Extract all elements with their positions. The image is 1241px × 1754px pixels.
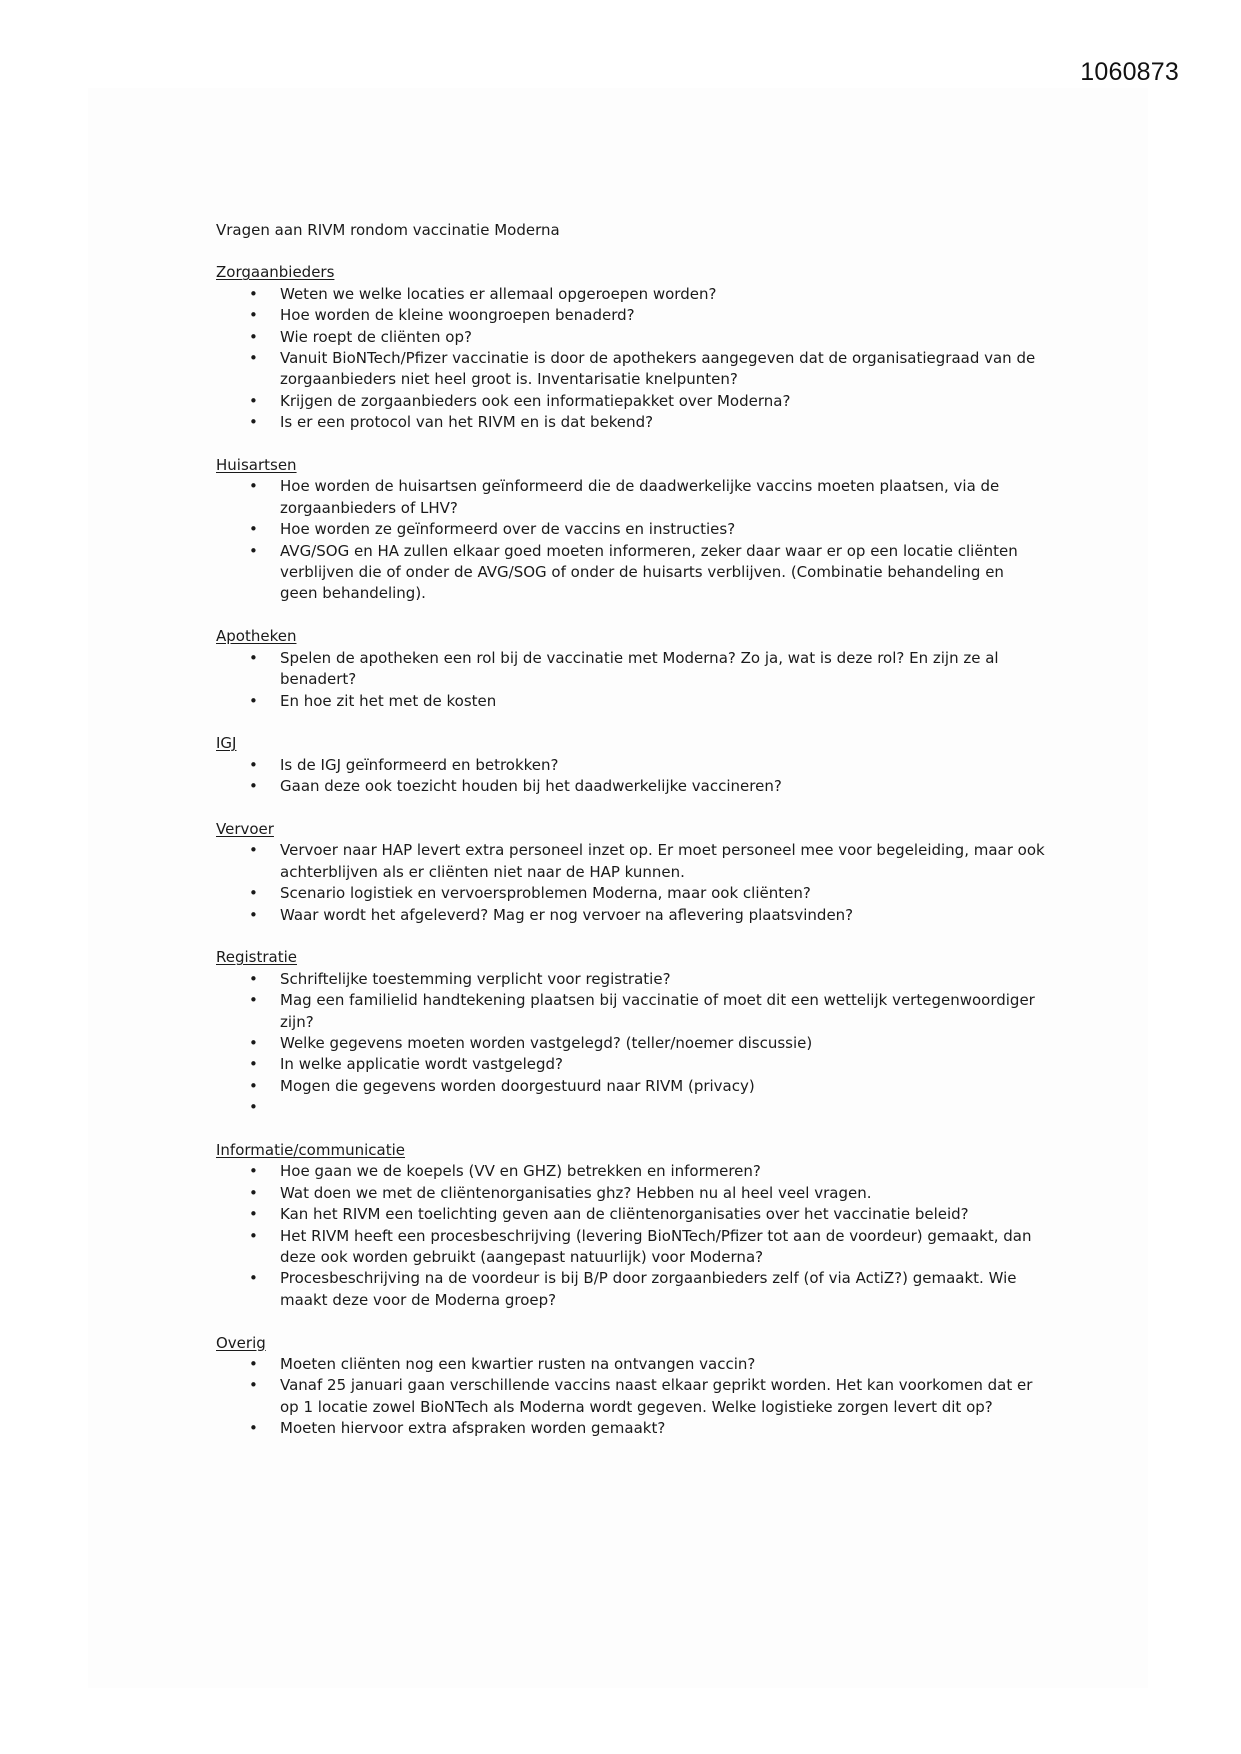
list-item-text: Is de IGJ geïnformeerd en betrokken? [280, 755, 559, 774]
list-item-text: AVG/SOG en HA zullen elkaar goed moeten informeren, zeker daar waar er op een locatie cliënten verblijven die of onder de AVG/SOG of onder de huisarts verblijven. (Combinatie behandeling en geen behandeling). [280, 541, 1018, 603]
list-item-text: Krijgen de zorgaanbieders ook een informatiepakket over Moderna? [280, 391, 791, 410]
bullet-icon: • [249, 1205, 258, 1224]
list-item-text: Mogen die gegevens worden doorgestuurd naar RIVM (privacy) [280, 1076, 755, 1095]
list-item [216, 305, 1046, 326]
document-number: 1060873 [1080, 58, 1179, 86]
list-item [216, 1354, 1046, 1375]
list-item [216, 691, 1046, 712]
list-item-text: Het RIVM heeft een procesbeschrijving (levering BioNTech/Pfizer tot aan de voordeur) gemaakt, dan deze ook worden gebruikt (aangepast natuurlijk) voor Moderna? [280, 1226, 1032, 1266]
bullet-icon: • [249, 1269, 258, 1288]
list-item [216, 990, 1046, 1033]
bullet-list [216, 648, 1046, 712]
section-huisartsen [216, 455, 1046, 605]
list-item-text: Hoe worden de kleine woongroepen benaderd? [280, 306, 635, 325]
list-item [216, 883, 1046, 904]
list-item-text: Spelen de apotheken een rol bij de vaccinatie met Moderna? Zo ja, wat is deze rol? En zijn ze al benadert? [280, 648, 999, 689]
list-item [216, 476, 1046, 519]
list-item [216, 1033, 1046, 1054]
bullet-icon: • [249, 349, 258, 368]
list-item-text: Hoe worden de huisartsen geïnformeerd die de daadwerkelijke vaccins moeten plaatsen, via de zorgaanbieders of LHV? [280, 477, 1000, 517]
bullet-icon: • [249, 905, 258, 924]
list-item [216, 348, 1046, 391]
list-item-text: Hoe gaan we de koepels (VV en GHZ) betrekken en informeren? [280, 1162, 761, 1181]
list-item [216, 391, 1046, 412]
bullet-icon: • [249, 391, 258, 410]
list-item [216, 905, 1046, 926]
list-item [216, 1097, 1046, 1118]
list-item [216, 755, 1046, 776]
bullet-icon: • [249, 691, 258, 710]
list-item-text: Moeten hiervoor extra afspraken worden gemaakt? [280, 1419, 666, 1438]
section-registratie [216, 947, 1046, 1118]
bullet-list [216, 755, 1046, 798]
list-item [216, 1076, 1046, 1097]
list-item [216, 969, 1046, 990]
list-item-text: Vanaf 25 januari gaan verschillende vaccins naast elkaar geprikt worden. Het kan voorkomen dat er op 1 locatie zowel BioNTech als Moderna wordt gegeven. Welke logistieke zorgen levert dit op? [280, 1376, 1033, 1416]
list-item-text: Weten we welke locaties er allemaal opgeroepen worden? [280, 284, 717, 303]
bullet-list [216, 840, 1046, 926]
list-item [216, 840, 1046, 883]
list-item-text: Wat doen we met de cliëntenorganisaties ghz? Hebben nu al heel veel vragen. [280, 1183, 872, 1202]
bullet-icon: • [249, 1055, 258, 1074]
section-informatie-communicatie [216, 1140, 1046, 1311]
list-item [216, 1054, 1046, 1075]
bullet-icon: • [249, 1076, 258, 1095]
list-item-text: Kan het RIVM een toelichting geven aan de cliëntenorganisaties over het vaccinatie beleid? [280, 1205, 969, 1224]
bullet-icon: • [249, 1355, 258, 1374]
list-item [216, 541, 1046, 605]
list-item-text: In welke applicatie wordt vastgelegd? [280, 1055, 564, 1074]
bullet-icon: • [249, 477, 258, 496]
bullet-icon: • [249, 648, 258, 667]
section-heading: IGJ [216, 734, 237, 753]
list-item [216, 1418, 1046, 1439]
list-item-text: Scenario logistiek en vervoersproblemen Moderna, maar ook cliënten? [280, 884, 811, 903]
list-item [216, 1375, 1046, 1418]
list-item [216, 776, 1046, 797]
bullet-icon: • [249, 327, 258, 346]
bullet-icon: • [249, 1098, 258, 1117]
bullet-icon: • [249, 1162, 258, 1181]
list-item [216, 1161, 1046, 1182]
bullet-icon: • [249, 841, 258, 860]
bullet-icon: • [249, 1183, 258, 1202]
list-item-text: Hoe worden ze geïnformeerd over de vaccins en instructies? [280, 520, 736, 539]
bullet-icon: • [249, 541, 258, 560]
bullet-icon: • [249, 1226, 258, 1245]
bullet-icon: • [249, 777, 258, 796]
bullet-list [216, 969, 1046, 1119]
list-item-text: Vervoer naar HAP levert extra personeel inzet op. Er moet personeel mee voor begeleiding, maar ook achterblijven als er cliënten niet naar de HAP kunnen. [280, 841, 1045, 881]
list-item [216, 284, 1046, 305]
bullet-icon: • [249, 1419, 258, 1438]
bullet-icon: • [249, 284, 258, 303]
sections-container [216, 262, 1046, 1439]
section-heading: Huisartsen [216, 456, 297, 475]
bullet-icon: • [249, 884, 258, 903]
bullet-list [216, 1354, 1046, 1440]
section-heading: Zorgaanbieders [216, 263, 335, 282]
section-zorgaanbieders [216, 262, 1046, 433]
bullet-icon: • [249, 306, 258, 325]
list-item-text: Vanuit BioNTech/Pfizer vaccinatie is door de apothekers aangegeven dat de organisatiegraad van de zorgaanbieders niet heel groot is. Inventarisatie knelpunten? [280, 349, 1036, 389]
bullet-icon: • [249, 1376, 258, 1395]
bullet-icon: • [249, 969, 258, 988]
document-body [216, 220, 1046, 1461]
list-item [216, 1204, 1046, 1225]
bullet-list [216, 476, 1046, 604]
list-item [216, 1183, 1046, 1204]
list-item-text: Moeten cliënten nog een kwartier rusten na ontvangen vaccin? [280, 1355, 756, 1374]
section-heading: Overig [216, 1333, 266, 1352]
bullet-icon: • [249, 1033, 258, 1052]
bullet-icon: • [249, 413, 258, 432]
list-item-text: Procesbeschrijving na de voordeur is bij B/P door zorgaanbieders zelf (of via ActiZ?) gemaakt. Wie maakt deze voor de Moderna groep? [280, 1269, 1017, 1309]
bullet-list [216, 284, 1046, 434]
section-heading: Apotheken [216, 627, 297, 646]
list-item-text: Is er een protocol van het RIVM en is dat bekend? [280, 413, 654, 432]
list-item [216, 327, 1046, 348]
list-item-text: Waar wordt het afgeleverd? Mag er nog vervoer na aflevering plaatsvinden? [280, 905, 854, 924]
section-igj [216, 733, 1046, 797]
list-item-text: Gaan deze ook toezicht houden bij het daadwerkelijke vaccineren? [280, 777, 782, 796]
section-heading: Registratie [216, 948, 297, 967]
list-item [216, 1268, 1046, 1311]
bullet-list [216, 1161, 1046, 1311]
section-apotheken [216, 626, 1046, 712]
list-item [216, 1226, 1046, 1269]
document-title: Vragen aan RIVM rondom vaccinatie Moderna [216, 221, 560, 239]
list-item-text: Mag een familielid handtekening plaatsen bij vaccinatie of moet dit een wettelijk vertegenwoordiger zijn? [280, 991, 1035, 1031]
section-heading: Informatie/communicatie [216, 1140, 405, 1159]
list-item [216, 648, 1046, 691]
bullet-icon: • [249, 520, 258, 539]
list-item [216, 412, 1046, 433]
list-item-text: En hoe zit het met de kosten [280, 691, 497, 710]
list-item-text: Schriftelijke toestemming verplicht voor registratie? [280, 969, 671, 988]
list-item-text [280, 1098, 285, 1116]
list-item-text: Wie roept de cliënten op? [280, 327, 472, 346]
section-heading: Vervoer [216, 819, 274, 838]
list-item-text: Welke gegevens moeten worden vastgelegd? (teller/noemer discussie) [280, 1033, 813, 1052]
list-item [216, 519, 1046, 540]
section-overig [216, 1333, 1046, 1440]
section-vervoer [216, 819, 1046, 926]
bullet-icon: • [249, 755, 258, 774]
bullet-icon: • [249, 991, 258, 1010]
